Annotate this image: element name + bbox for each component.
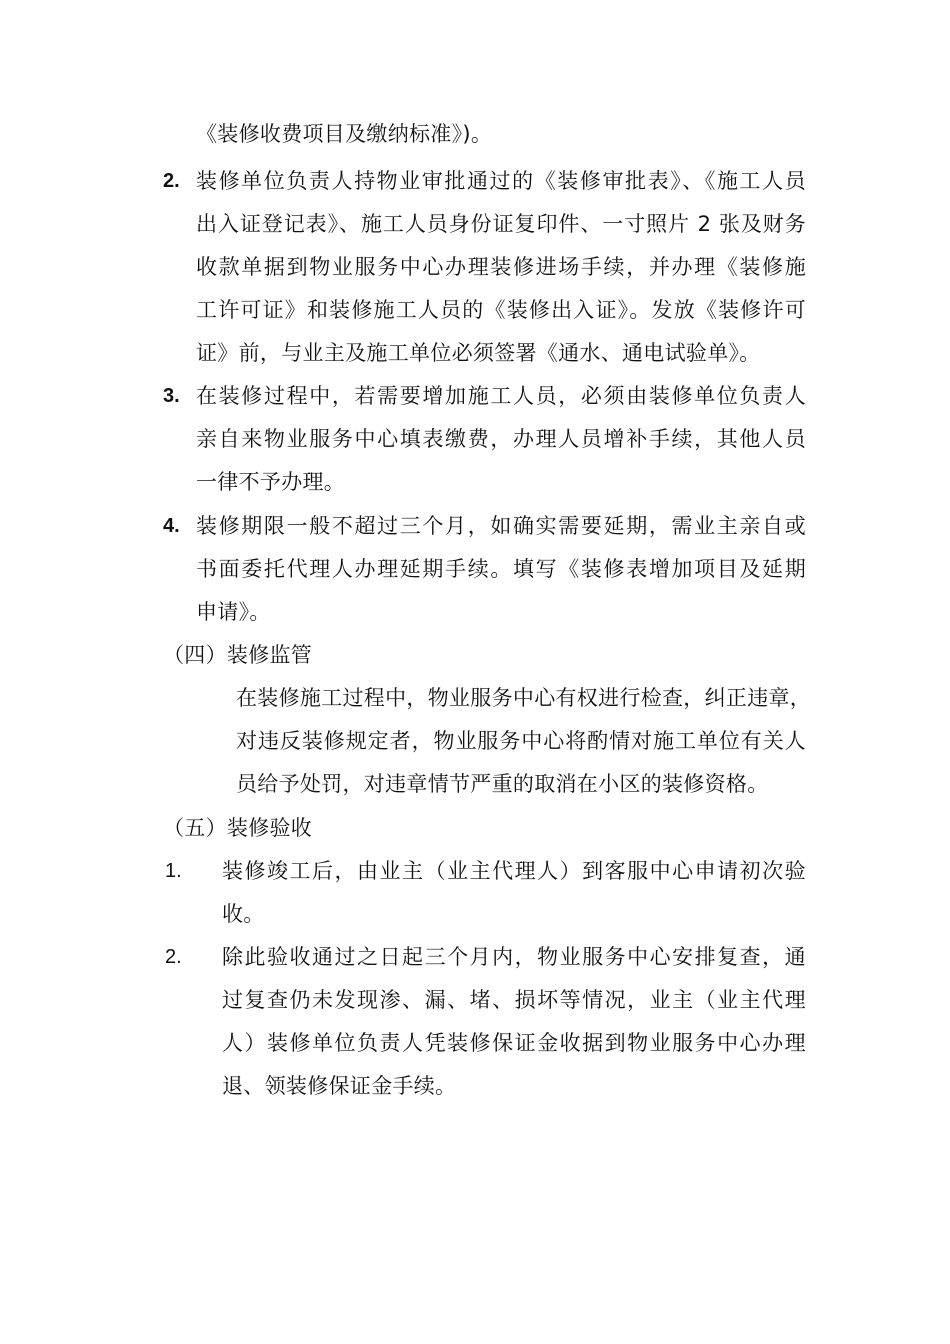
- item-2-line-2: 出入证登记表》、施工人员身份证复印件、一寸照片 2 张及财务: [196, 212, 806, 236]
- item-2-line-5: 证》前，与业主及施工单位必须签署《通水、通电试验单》。: [196, 341, 761, 365]
- item-4-number: 4.: [163, 515, 180, 537]
- item-3-line-2: 亲自来物业服务中心填表缴费，办理人员增补手续，其他人员: [196, 427, 806, 451]
- section-5-item-1-number: 1.: [165, 860, 182, 882]
- section-5-heading: （五）装修验收: [163, 816, 313, 840]
- section-4-heading: （四）装修监管: [163, 643, 313, 667]
- section-5-item-1-line-1: 装修竣工后，由业主（业主代理人）到客服中心申请初次验: [222, 859, 806, 883]
- item-4-line-2: 书面委托代理人办理延期手续。填写《装修表增加项目及延期: [196, 557, 806, 581]
- section-4-line-2: 对违反装修规定者，物业服务中心将酌情对施工单位有关人: [236, 729, 806, 753]
- item-3-line-1: 在装修过程中，若需要增加施工人员，必须由装修单位负责人: [196, 384, 806, 408]
- item-3-line-3: 一律不予办理。: [196, 470, 346, 494]
- section-5-item-2-line-2: 过复查仍未发现渗、漏、堵、损坏等情况，业主（业主代理: [222, 988, 806, 1012]
- intro-tail-line: 《装修收费项目及缴纳标准》)。: [196, 122, 493, 146]
- item-4-line-3: 申请》。: [196, 600, 271, 624]
- section-5-item-2-line-4: 退、领装修保证金手续。: [222, 1074, 457, 1098]
- item-2-number: 2.: [163, 170, 180, 192]
- item-3-number: 3.: [163, 385, 180, 407]
- section-5-item-2-line-3: 人）装修单位负责人凭装修保证金收据到物业服务中心办理: [222, 1031, 806, 1055]
- section-4-line-1: 在装修施工过程中，物业服务中心有权进行检查，纠正违章，: [236, 686, 812, 710]
- section-5-item-2-line-1: 除此验收通过之日起三个月内，物业服务中心安排复查，通: [222, 945, 806, 969]
- item-2-line-3: 收款单据到物业服务中心办理装修进场手续，并办理《装修施: [196, 255, 806, 279]
- item-2-line-4: 工许可证》和装修施工人员的《装修出入证》。发放《装修许可: [196, 298, 806, 322]
- section-4-line-3: 员给予处罚，对违章情节严重的取消在小区的装修资格。: [236, 772, 769, 796]
- section-5-item-2-number: 2.: [165, 946, 182, 968]
- item-2-line-1: 装修单位负责人持物业审批通过的《装修审批表》、《施工人员: [196, 169, 806, 193]
- section-5-item-1-line-2: 收。: [222, 902, 265, 926]
- item-4-line-1: 装修期限一般不超过三个月，如确实需要延期，需业主亲自或: [196, 514, 806, 538]
